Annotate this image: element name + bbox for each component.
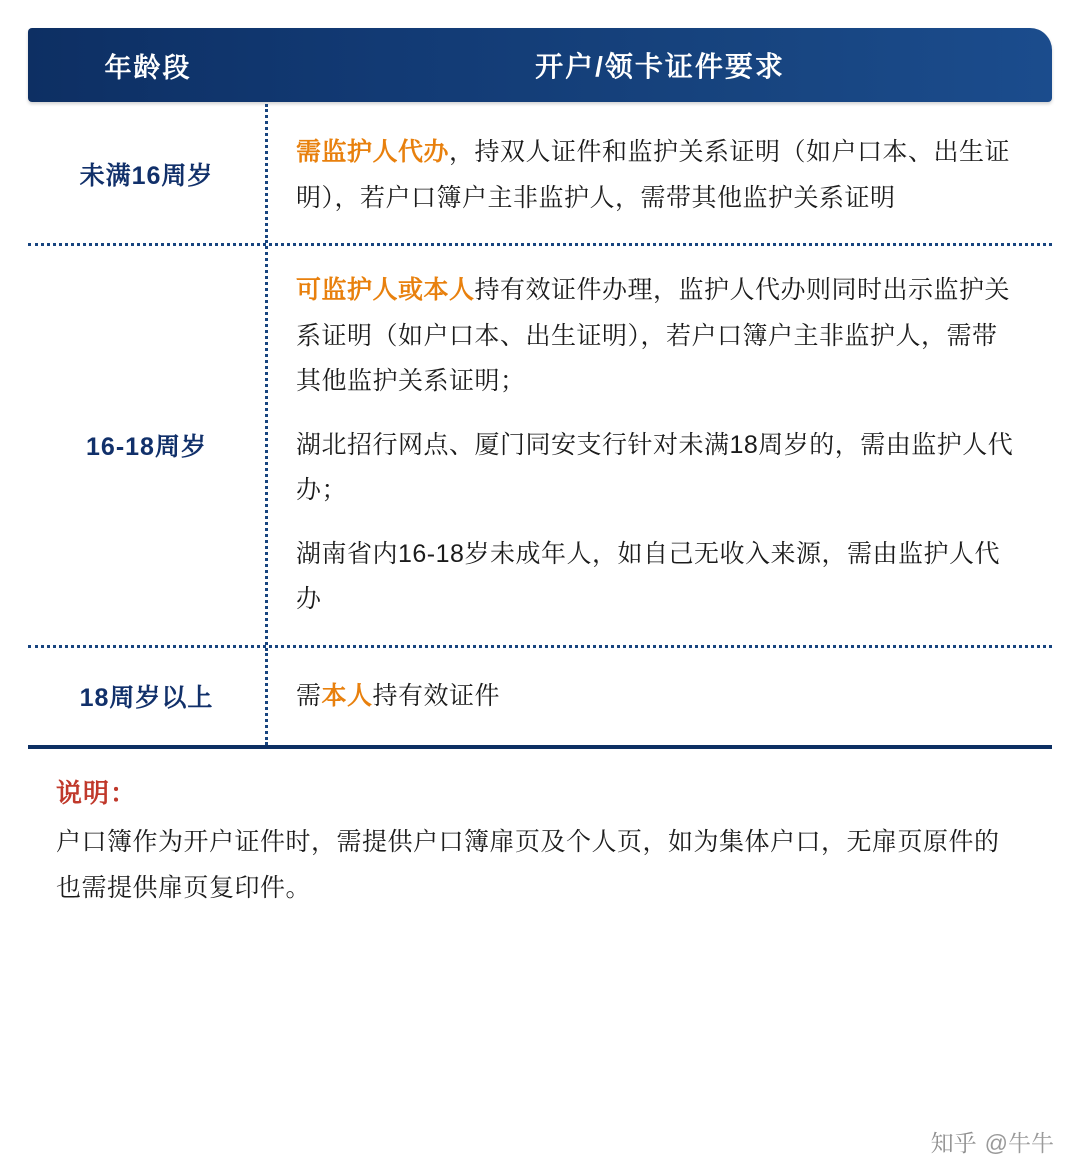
note-body: 户口簿作为开户证件时，需提供户口簿扉页及个人页，如为集体户口，无扉页原件的也需提供扉页复印件。 <box>56 828 1000 902</box>
requirement-paragraph <box>296 532 1018 623</box>
paragraph-text: 持有效证件 <box>372 681 501 710</box>
requirements-table <box>28 28 1052 921</box>
requirement-paragraph <box>296 423 1018 514</box>
cell-age-group: 18周岁以上 <box>28 648 268 746</box>
requirement-paragraph <box>296 268 1018 405</box>
paragraph-text: 持有效证件办理，监护人代办则同时出示监护关系证明（如户口本、出生证明），若户口簿户主非监护人，需带其他监护关系证明； <box>296 276 1011 395</box>
table-body <box>28 104 1052 745</box>
cell-requirement <box>268 648 1052 746</box>
watermark-username: @牛牛 <box>984 1130 1054 1156</box>
requirement-paragraph <box>296 674 1018 720</box>
paragraph-text: ，持双人证件和监护关系证明（如户口本、出生证明），若户口簿户主非监护人，需带其他监护关系证明 <box>296 138 1011 212</box>
zhihu-logo: 知乎 <box>930 1130 977 1156</box>
table-header-row <box>28 28 1052 102</box>
table-row <box>28 648 1052 746</box>
watermark <box>931 1125 1054 1158</box>
header-cell-requirement: 开户/领卡证件要求 <box>535 51 785 82</box>
cell-age-group: 未满16周岁 <box>28 104 268 243</box>
paragraph-text: 湖北招行网点、厦门同安支行针对未满18周岁的，需由监护人代办； <box>296 430 1014 504</box>
note-title: 说明： <box>56 778 138 808</box>
header-cell-age: 年龄段 <box>104 52 192 83</box>
table-row <box>28 104 1052 246</box>
table-row <box>28 246 1052 648</box>
paragraph-prefix: 需 <box>296 681 322 710</box>
highlight-text: 需监护人代办 <box>296 138 450 166</box>
cell-requirement <box>268 246 1052 645</box>
paragraph-text: 湖南省内16-18岁未成年人，如自己无收入来源，需由监护人代办 <box>296 539 1000 613</box>
note-section <box>28 749 1052 921</box>
cell-requirement <box>268 104 1052 243</box>
highlight-text: 本人 <box>321 681 373 710</box>
highlight-text: 可监护人或本人 <box>296 276 475 304</box>
cell-age-group: 16-18周岁 <box>28 246 268 645</box>
requirement-paragraph <box>296 130 1018 221</box>
